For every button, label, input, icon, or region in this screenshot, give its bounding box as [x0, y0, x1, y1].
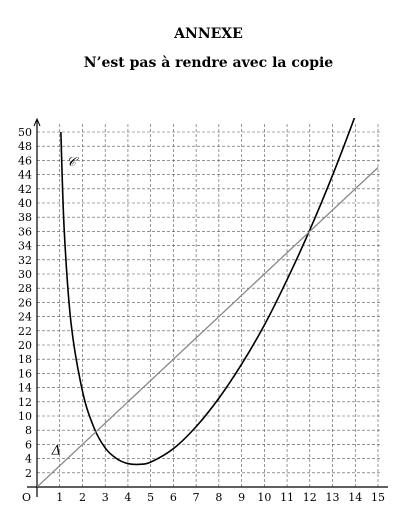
x-tick-label: 10 — [257, 491, 272, 504]
axes — [27, 119, 388, 497]
page-subtitle: N’est pas à rendre avec la copie — [83, 55, 334, 71]
x-tick-label: 6 — [169, 491, 177, 504]
y-tick-label: 32 — [18, 253, 32, 267]
x-tick-label: 13 — [325, 491, 340, 504]
y-tick-label: 6 — [25, 438, 32, 452]
grid — [37, 124, 382, 487]
x-tick-label: 9 — [238, 491, 246, 504]
x-tick-label: 1 — [56, 491, 64, 504]
y-tick-label: 34 — [18, 239, 32, 253]
y-tick-label: 20 — [18, 339, 32, 352]
y-tick-label: 48 — [18, 140, 32, 154]
curve-c — [61, 57, 376, 464]
x-tick-label: 14 — [348, 491, 363, 504]
x-tick-label: 5 — [147, 491, 155, 504]
page-title: ANNEXE — [174, 26, 243, 42]
y-tick-label: 50 — [18, 126, 32, 139]
y-tick-label: 2 — [25, 466, 32, 480]
y-tick-label: 40 — [18, 197, 32, 210]
x-tick-label: 8 — [215, 491, 223, 504]
y-tick-label: 18 — [18, 353, 32, 367]
origin-label: O — [21, 491, 31, 504]
y-tick-label: 4 — [25, 452, 32, 466]
curve-c-label: 𝒞 — [66, 155, 77, 171]
y-tick-label: 36 — [18, 225, 32, 239]
y-tick-label: 16 — [18, 367, 32, 381]
y-tick-label: 44 — [18, 168, 32, 182]
y-tick-label: 12 — [18, 395, 32, 409]
x-tick-label: 2 — [78, 491, 86, 504]
y-tick-label: 38 — [18, 211, 32, 225]
line-delta-label: Δ — [51, 443, 62, 459]
y-tick-label: 22 — [18, 324, 32, 338]
y-tick-label: 30 — [18, 268, 32, 281]
y-tick-label: 26 — [18, 296, 32, 310]
y-tick-label: 28 — [18, 282, 32, 296]
y-tick-label: 46 — [18, 154, 32, 168]
x-tick-label: 11 — [280, 491, 295, 504]
x-tick-label: 7 — [192, 491, 200, 504]
series-labels — [51, 155, 80, 458]
x-tick-label: 15 — [371, 491, 385, 504]
y-tick-label: 8 — [25, 424, 32, 438]
y-tick-label: 24 — [18, 310, 32, 324]
x-tick-label: 12 — [302, 491, 317, 504]
series-group — [37, 57, 378, 487]
line-delta — [37, 168, 378, 488]
y-tick-label: 42 — [18, 182, 32, 196]
y-tick-label: 14 — [18, 381, 32, 395]
x-tick-label: 4 — [124, 491, 132, 504]
y-tick-label: 10 — [18, 410, 32, 423]
x-tick-label: 3 — [101, 491, 109, 504]
